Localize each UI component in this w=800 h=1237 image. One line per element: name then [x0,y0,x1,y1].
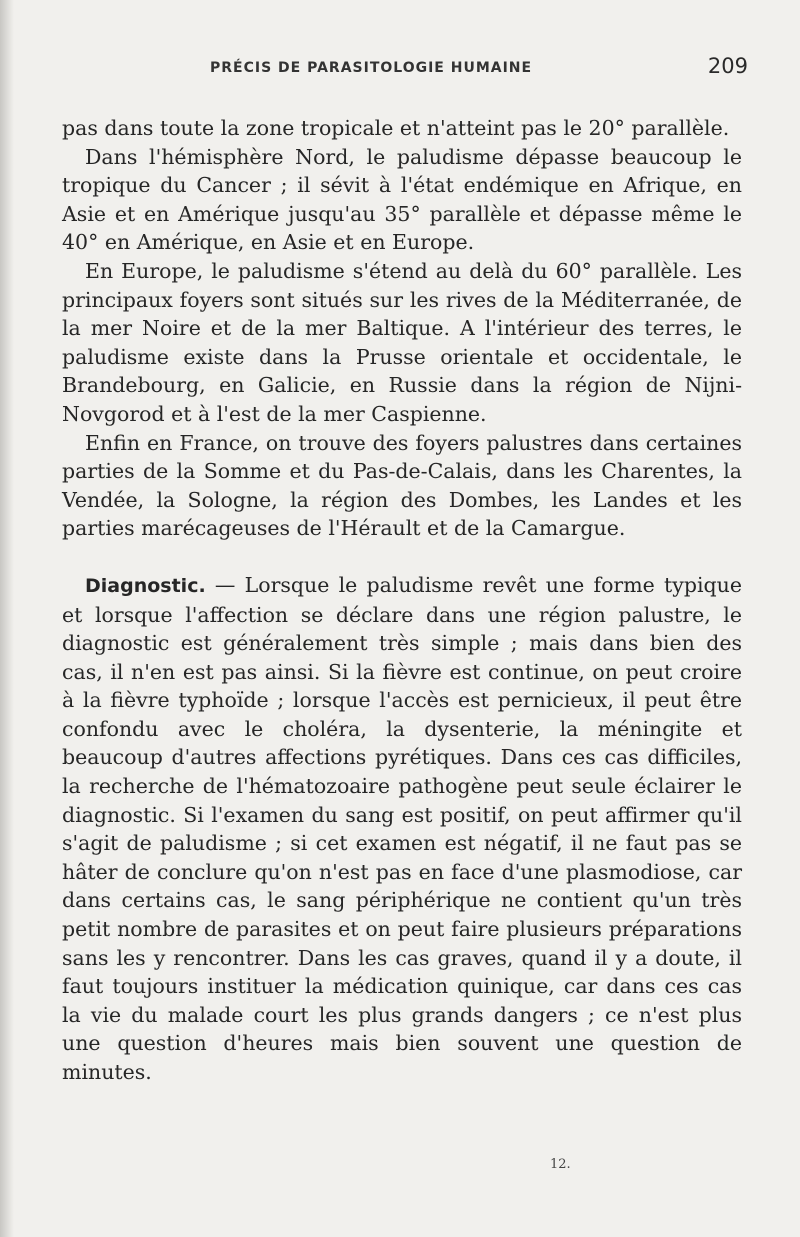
paragraph: Dans l'hémisphère Nord, le paludisme dépasse beaucoup le tropique du Cancer ; il sévit à l'état endémique en Afrique, en Asie et en Amérique jusqu'au 35° parallèle et dépasse même le 40° en Amérique, en Asie et en Europe. [62,144,742,255]
section-heading: Diagnostic. [85,574,206,597]
diagnostic-section [62,571,742,1087]
body-text [62,114,742,1087]
paragraph: Enfin en France, on trouve des foyers palustres dans certaines parties de la Somme et du Pas-de-Calais, dans les Charentes, la Vendée, la Sologne, la région des Dombes, les Landes et les parties marécageuses de l'Hérault et de la Camargue. [62,430,742,541]
paragraph: pas dans toute la zone tropicale et n'atteint pas le 20° parallèle. [62,116,730,140]
page-gutter-shadow [0,0,14,1237]
running-title: PRÉCIS DE PARASITOLOGIE HUMAINE [210,60,533,76]
page-number: 209 [707,54,748,78]
paragraph: En Europe, le paludisme s'étend au delà du 60° parallèle. Les principaux foyers sont situés sur les rives de la Méditerranée, de la mer Noire et de la mer Baltique. A l'intérieur des terres, le paludisme existe dans la Prusse orientale et occidentale, le Brandebourg, en Galicie, en Russie dans la région de Nijni-Novgorod et à l'est de la mer Caspienne. [62,258,742,426]
signature-mark: 12. [550,1157,571,1172]
section-text: — Lorsque le paludisme revêt une forme typique et lorsque l'affection se déclare dans une région palustre, le diagnostic est généralement très simple ; mais dans bien des cas, il n'en est pas ainsi. Si la fièvre est continue, on peut croire à la fièvre typhoïde ; lorsque l'accès est pernicieux, il peut être confondu avec le choléra, la dysenterie, la méningite et beaucoup d'autres affections pyrétiques. Dans ces cas difficiles, la recherche de l'hématozoaire pathogène peut seule éclairer le diagnostic. Si l'examen du sang est positif, on peut affirmer qu'il s'agit de paludisme ; si cet examen est négatif, il ne faut pas se hâter de conclure qu'on n'est pas en face d'une plasmodiose, car dans certains cas, le sang périphérique ne contient qu'un très petit nombre de parasites et on peut faire plusieurs préparations sans les y rencontrer. Dans les cas graves, quand il y a doute, il faut toujours instituer la médication quinique, car dans ces cas la vie du malade court les plus grands dangers ; ce n'est plus une question d'heures mais bien souvent une question de minutes. [62,572,742,1084]
